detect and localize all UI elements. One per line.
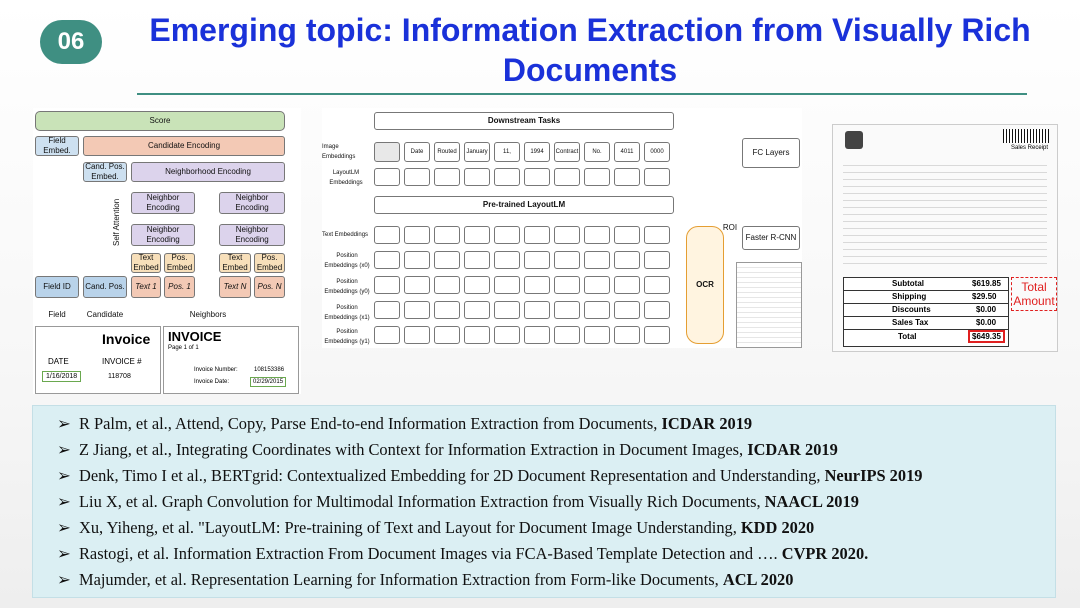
invoice-2-title: INVOICE (168, 329, 222, 344)
pos-x1-label: Position Embeddings (x1) (324, 305, 370, 321)
score-box: Score (35, 111, 285, 131)
embed-cell (374, 251, 400, 269)
reference-text: Rastogi, et al. Information Extraction From Document Images via FCA-Based Template Detection and …. (79, 544, 782, 563)
field-id-box: Field ID (35, 276, 79, 298)
neighborhood-encoding-box: Neighborhood Encoding (131, 162, 285, 182)
reference-text: Xu, Yiheng, et al. "LayoutLM: Pre-training of Text and Layout for Document Image Understanding, (79, 518, 741, 537)
embed-cell (644, 276, 670, 294)
embed-cell (524, 226, 550, 244)
embed-cell (584, 301, 610, 319)
layoutlm-embed-cell (464, 168, 490, 186)
receipt-barcode (1003, 129, 1049, 143)
fc-layers-box: FC Layers (742, 138, 800, 168)
embed-cell (374, 276, 400, 294)
embed-cell (554, 301, 580, 319)
layoutlm-embedding-row (374, 168, 674, 186)
image-token-date: Date (404, 142, 430, 162)
document-thumbnail (736, 262, 802, 348)
reference-venue: NAACL 2019 (764, 492, 859, 511)
reference-item (57, 518, 814, 538)
roi-label: ROI (722, 223, 738, 232)
figure-layoutlm-architecture (322, 108, 802, 348)
invoice-example-1 (35, 326, 161, 394)
image-token-no: No. (584, 142, 610, 162)
embed-cell (434, 226, 460, 244)
embed-cell (584, 226, 610, 244)
invoice-1-title: Invoice (102, 331, 151, 347)
embed-cell (644, 251, 670, 269)
neighbor-encoding-box-1a: Neighbor Encoding (131, 192, 195, 214)
receipt-row-total (844, 330, 1008, 344)
section-number-badge: 06 (40, 20, 102, 64)
embed-cell (464, 226, 490, 244)
receipt-row-discounts (844, 304, 1008, 317)
embed-cell (614, 251, 640, 269)
receipt-row-subtotal (844, 278, 1008, 291)
embed-cell (584, 251, 610, 269)
total-amount-annotation: Total Amount (1011, 277, 1057, 311)
embed-cell (464, 301, 490, 319)
receipt-row-shipping (844, 291, 1008, 304)
downstream-tasks-box: Downstream Tasks (374, 112, 674, 130)
reference-item (57, 544, 868, 564)
embed-cell (464, 276, 490, 294)
image-token-1994: 1994 (524, 142, 550, 162)
bullet-arrow-icon: ➢ (57, 570, 71, 589)
receipt-total-table (843, 277, 1009, 347)
reference-text: Denk, Timo I et al., BERTgrid: Contextualized Embedding for 2D Document Representation and Understanding, (79, 466, 825, 485)
embed-cell (644, 226, 670, 244)
row-label: Total (898, 332, 917, 341)
reference-item (57, 440, 838, 460)
text-embed-box-1: Text Embed (131, 253, 161, 273)
row-label: Discounts (892, 305, 931, 314)
embed-cell (404, 276, 430, 294)
embed-cell (644, 326, 670, 344)
layoutlm-embed-cell (374, 168, 400, 186)
bullet-arrow-icon: ➢ (57, 492, 71, 511)
embedding-grid (374, 226, 674, 346)
row-value: $29.50 (972, 292, 997, 301)
text-embed-box-n: Text Embed (219, 253, 251, 273)
layoutlm-embed-cell (434, 168, 460, 186)
reference-text: R Palm, et al., Attend, Copy, Parse End-to-end Information Extraction from Documents, (79, 414, 662, 433)
embed-cell (524, 251, 550, 269)
image-token-january: January (464, 142, 490, 162)
inv-date-value: 02/29/2015 (250, 377, 286, 387)
layoutlm-embed-cell (494, 168, 520, 186)
references-panel (32, 405, 1056, 598)
row-label: Subtotal (892, 279, 924, 288)
cand-pos-box: Cand. Pos. (83, 276, 127, 298)
embed-cell (434, 251, 460, 269)
reference-text: Z Jiang, et al., Integrating Coordinates with Context for Information Extraction in Document Images, (79, 440, 748, 459)
receipt-logo (845, 131, 863, 149)
inv-number-label: Invoice Number: (194, 367, 238, 373)
neighbor-encoding-box-1b: Neighbor Encoding (131, 224, 195, 246)
image-token-11: 11, (494, 142, 520, 162)
neighbor-encoding-box-nb: Neighbor Encoding (219, 224, 285, 246)
self-attention-label: Self Attention (112, 198, 121, 246)
ocr-box: OCR (686, 226, 724, 344)
reference-item (57, 492, 859, 512)
reference-item (57, 466, 922, 486)
reference-venue: NeurIPS 2019 (824, 466, 923, 485)
embed-cell (614, 326, 640, 344)
invoice-example-2 (163, 326, 299, 394)
invoice-no-value: 118708 (108, 373, 131, 380)
reference-item (57, 414, 752, 434)
embed-cell (524, 301, 550, 319)
embed-cell (524, 276, 550, 294)
bullet-arrow-icon: ➢ (57, 440, 71, 459)
figure-sales-receipt (832, 124, 1058, 352)
layoutlm-embed-cell (644, 168, 670, 186)
embed-cell (434, 301, 460, 319)
embed-cell (494, 301, 520, 319)
candidate-encoding-box: Candidate Encoding (83, 136, 285, 156)
pos-embed-box-1: Pos. Embed (164, 253, 195, 273)
embed-cell (404, 251, 430, 269)
embed-cell (374, 301, 400, 319)
image-embeddings-label: Image Embeddings (322, 144, 356, 160)
reference-venue: ICDAR 2019 (747, 440, 838, 459)
row-value: $0.00 (976, 318, 997, 327)
embed-cell (374, 226, 400, 244)
bullet-arrow-icon: ➢ (57, 414, 71, 433)
pos-y0-label: Position Embeddings (y0) (324, 279, 370, 295)
text-n-box: Text N (219, 276, 251, 298)
layoutlm-embed-cell (524, 168, 550, 186)
embed-cell (494, 276, 520, 294)
layoutlm-embed-cell (404, 168, 430, 186)
pos-y1-label: Position Embeddings (y1) (324, 329, 370, 345)
image-token-routed: Routed (434, 142, 460, 162)
receipt-row-sales-tax (844, 317, 1008, 330)
pos-embed-box-n: Pos. Embed (254, 253, 285, 273)
row-value: $649.35 (968, 330, 1005, 343)
reference-item (57, 570, 793, 590)
neighbors-group-label: Neighbors (189, 310, 227, 319)
embed-cell (494, 226, 520, 244)
layoutlm-embed-cell (614, 168, 640, 186)
embed-cell (434, 326, 460, 344)
reference-text: Liu X, et al. Graph Convolution for Multimodal Information Extraction from Visually Rich Documents, (79, 492, 765, 511)
pos-x0-label: Position Embeddings (x0) (324, 253, 370, 269)
date-value: 1/16/2018 (42, 371, 81, 382)
reference-venue: ACL 2020 (722, 570, 794, 589)
embed-cell (584, 276, 610, 294)
pos-n-box: Pos. N (254, 276, 285, 298)
neighbor-encoding-box-na: Neighbor Encoding (219, 192, 285, 214)
bullet-arrow-icon: ➢ (57, 466, 71, 485)
bullet-arrow-icon: ➢ (57, 518, 71, 537)
image-token-contract: Contract (554, 142, 580, 162)
embed-cell (554, 251, 580, 269)
embed-cell (374, 326, 400, 344)
embed-cell (614, 276, 640, 294)
reference-venue: KDD 2020 (740, 518, 815, 537)
receipt-body-lines (843, 159, 1047, 265)
receipt-header: Sales Receipt (1011, 145, 1049, 151)
slide-title: Emerging topic: Information Extraction from Visually Rich Documents (149, 12, 1031, 88)
cand-pos-embed-box: Cand. Pos. Embed. (83, 162, 127, 182)
layoutlm-embed-cell (554, 168, 580, 186)
figure-candidate-architecture (33, 108, 301, 394)
embed-cell (434, 276, 460, 294)
layoutlm-embeddings-label: LayoutLM Embeddings (329, 170, 363, 186)
faster-rcnn-box: Faster R-CNN (742, 226, 800, 250)
layoutlm-embed-cell (584, 168, 610, 186)
pretrained-layoutlm-box: Pre-trained LayoutLM (374, 196, 674, 214)
inv-number-value: 108153386 (254, 367, 285, 373)
reference-venue: ICDAR 2019 (661, 414, 753, 433)
field-group-label: Field (48, 310, 66, 319)
image-token-0000: 0000 (644, 142, 670, 162)
row-value: $619.85 (972, 279, 1001, 288)
embed-cell (554, 276, 580, 294)
row-label: Shipping (892, 292, 927, 301)
embed-cell (464, 326, 490, 344)
row-value: $0.00 (976, 305, 997, 314)
candidate-group-label: Candidate (86, 310, 124, 319)
embed-cell (404, 226, 430, 244)
text-1-box: Text 1 (131, 276, 161, 298)
date-label: DATE (48, 357, 69, 366)
embed-cell (404, 326, 430, 344)
embed-cell (464, 251, 490, 269)
embed-cell (404, 301, 430, 319)
embed-cell (614, 226, 640, 244)
embed-cell (494, 251, 520, 269)
field-embed-box: Field Embed. (35, 136, 79, 156)
embed-cell (584, 326, 610, 344)
embed-cell (524, 326, 550, 344)
pos-1-box: Pos. 1 (164, 276, 195, 298)
embed-cell (494, 326, 520, 344)
invoice-no-label: INVOICE # (102, 357, 142, 366)
embed-cell (554, 326, 580, 344)
image-token-cls (374, 142, 400, 162)
image-token-4011: 4011 (614, 142, 640, 162)
text-embeddings-label: Text Embeddings (322, 232, 369, 238)
reference-venue: CVPR 2020. (781, 544, 869, 563)
inv-date-label: Invoice Date: (194, 379, 230, 385)
image-token-row (374, 142, 674, 162)
embed-cell (614, 301, 640, 319)
embed-cell (644, 301, 670, 319)
bullet-arrow-icon: ➢ (57, 544, 71, 563)
embed-cell (554, 226, 580, 244)
row-label: Sales Tax (892, 318, 929, 327)
title-underline (137, 93, 1027, 95)
page-label: Page 1 of 1 (168, 345, 199, 351)
reference-text: Majumder, et al. Representation Learning for Information Extraction from Form-like Documents, (79, 570, 723, 589)
